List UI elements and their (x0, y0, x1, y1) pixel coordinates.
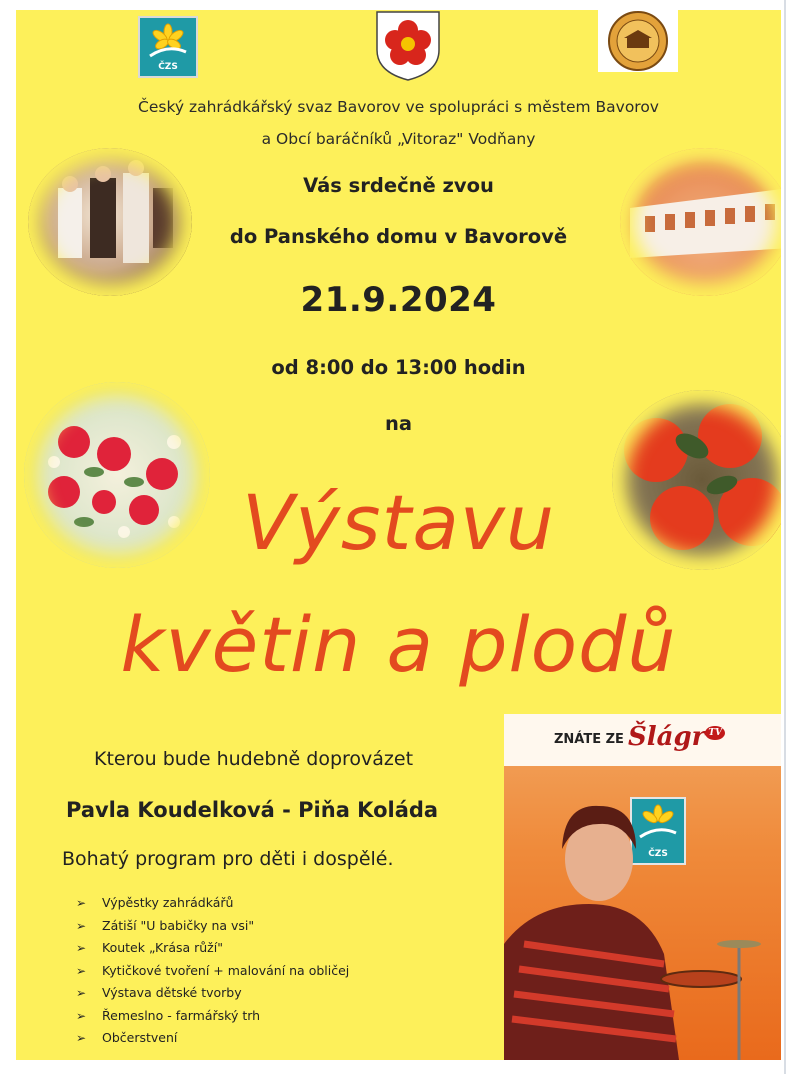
invite-line-2: do Panského domu v Bavorově (229, 225, 568, 248)
title-line-1: Výstavu (241, 478, 556, 567)
accompany-text: Kterou bude hudebně doprovázet (94, 748, 414, 770)
arrow-icon: ➢ (76, 1008, 87, 1023)
list-item (76, 892, 349, 915)
ad-banner-text: ZNÁTE ZE (554, 732, 624, 747)
event-time: od 8:00 do 13:00 hodin (271, 356, 526, 379)
folk-costume-photo (28, 148, 192, 296)
title-line-2: květin a plodů (120, 600, 677, 689)
list-item (76, 1027, 349, 1050)
performer-portrait (504, 714, 781, 1060)
preposition-na: na (384, 412, 413, 435)
arrow-icon: ➢ (76, 963, 87, 978)
feature-label: Výpěstky zahrádkářů (102, 895, 234, 910)
performer-name: Pavla Koudelková - Piňa Koláda (66, 798, 439, 822)
town-coat-of-arms (373, 10, 443, 82)
arrow-icon: ➢ (76, 1031, 87, 1045)
organizer-line-2: a Obcí baráčníků „Vitoraz" Vodňany (261, 130, 536, 148)
page-edge-line (784, 0, 786, 1074)
feature-label: Koutek „Krása růží" (102, 940, 223, 955)
event-date: 21.9.2024 (300, 280, 497, 320)
feature-label: Výstava dětské tvorby (102, 985, 242, 1000)
list-item (76, 982, 349, 1005)
slagr-brand-name: Šlágr (628, 722, 706, 752)
ad-czs-logo-label: ČZS (648, 849, 668, 859)
arrow-icon: ➢ (76, 941, 87, 955)
slagr-tv-badge: TV (705, 726, 725, 740)
feature-label: Občerstvení (102, 1030, 178, 1045)
arrow-icon: ➢ (76, 986, 87, 1000)
list-item (76, 1005, 349, 1028)
czs-logo-label: ČZS (158, 62, 178, 72)
arrow-icon: ➢ (76, 896, 87, 910)
list-item (76, 937, 349, 960)
organizer-line-1: Český zahrádkářský svaz Bavorov ve spolupráci s městem Bavorov (138, 98, 659, 116)
feature-label: Zátiší "U babičky na vsi" (102, 917, 255, 933)
list-item (76, 915, 349, 938)
poster (16, 10, 781, 1060)
program-text: Bohatý program pro děti i dospělé. (62, 848, 394, 870)
arrow-icon: ➢ (76, 918, 87, 933)
performer-ad-card (504, 714, 781, 1060)
feature-list (76, 892, 349, 1050)
feature-label: Kytičkové tvoření + malování na obličej (102, 962, 350, 978)
feature-label: Řemeslno - farmářský trh (102, 1007, 261, 1023)
panský-dům-photo (620, 148, 781, 296)
invite-line-1: Vás srdečně zvou (303, 174, 494, 197)
barachnici-emblem (598, 10, 678, 72)
czs-logo (138, 16, 198, 78)
list-item (76, 960, 349, 983)
